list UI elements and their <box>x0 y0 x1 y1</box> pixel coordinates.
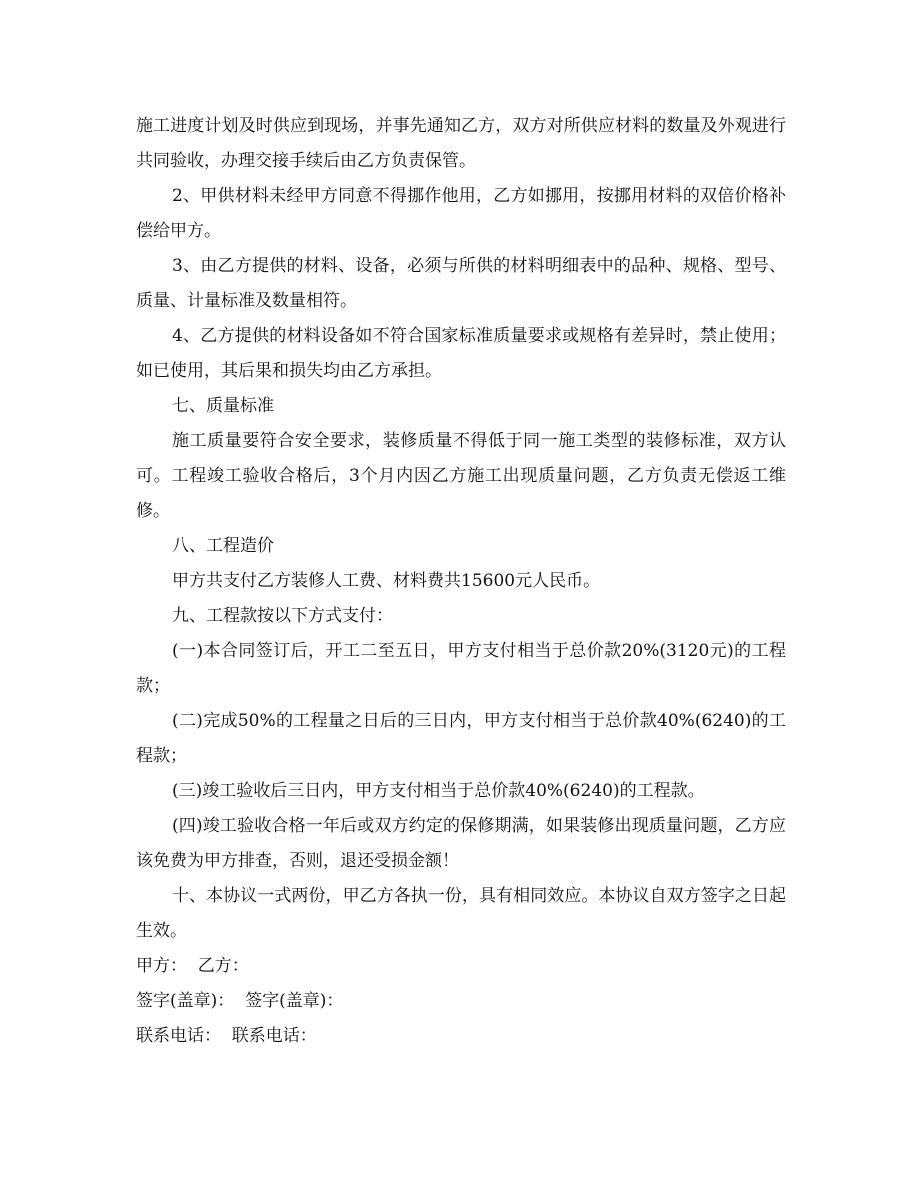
paragraph-clause-3: 3、由乙方提供的材料、设备，必须与所供的材料明细表中的品种、规格、型号、质量、计量标准及数量相符。 <box>136 256 786 311</box>
section-heading-payment: 九、工程款按以下方式支付： <box>172 606 393 626</box>
signature-signs: 签字(盖章)： 签字(盖章)： <box>136 991 344 1011</box>
payment-item-2: (二)完成50%的工程量之日后的三日内，甲方支付相当于总价款40%(6240)的工程款； <box>136 711 786 766</box>
paragraph-copies: 十、本协议一式两份，甲乙方各执一份，具有相同效应。本协议自双方签字之日起生效。 <box>136 886 786 941</box>
signature-phones: 联系电话： 联系电话： <box>136 1026 317 1046</box>
contract-body <box>136 109 786 1054</box>
paragraph-quality: 施工质量要符合安全要求，装修质量不得低于同一施工类型的装修标准，双方认可。工程竣工验收合格后，3个月内因乙方施工出现质量问题，乙方负责无偿返工维修。 <box>136 431 786 521</box>
payment-item-4: (四)竣工验收合格一年后或双方约定的保修期满，如果装修出现质量问题，乙方应该免费为甲方排查，否则，退还受损金额！ <box>136 816 786 871</box>
paragraph-clause-2: 2、甲供材料未经甲方同意不得挪作他用，乙方如挪用，按挪用材料的双倍价格补偿给甲方。 <box>136 186 786 241</box>
paragraph-supply-continuation: 施工进度计划及时供应到现场，并事先通知乙方，双方对所供应材料的数量及外观进行共同验收，办理交接手续后由乙方负责保管。 <box>136 116 786 171</box>
signature-parties: 甲方： 乙方： <box>136 956 249 976</box>
payment-item-3: (三)竣工验收后三日内，甲方支付相当于总价款40%(6240)的工程款。 <box>172 781 705 801</box>
section-heading-quality: 七、质量标准 <box>172 396 274 416</box>
paragraph-cost: 甲方共支付乙方装修人工费、材料费共15600元人民币。 <box>172 571 601 591</box>
section-heading-cost: 八、工程造价 <box>172 536 274 556</box>
payment-item-1: (一)本合同签订后，开工二至五日，甲方支付相当于总价款20%(3120元)的工程款； <box>136 641 786 696</box>
paragraph-clause-4: 4、乙方提供的材料设备如不符合国家标准质量要求或规格有差异时，禁止使用；如已使用，其后果和损失均由乙方承担。 <box>136 326 786 381</box>
